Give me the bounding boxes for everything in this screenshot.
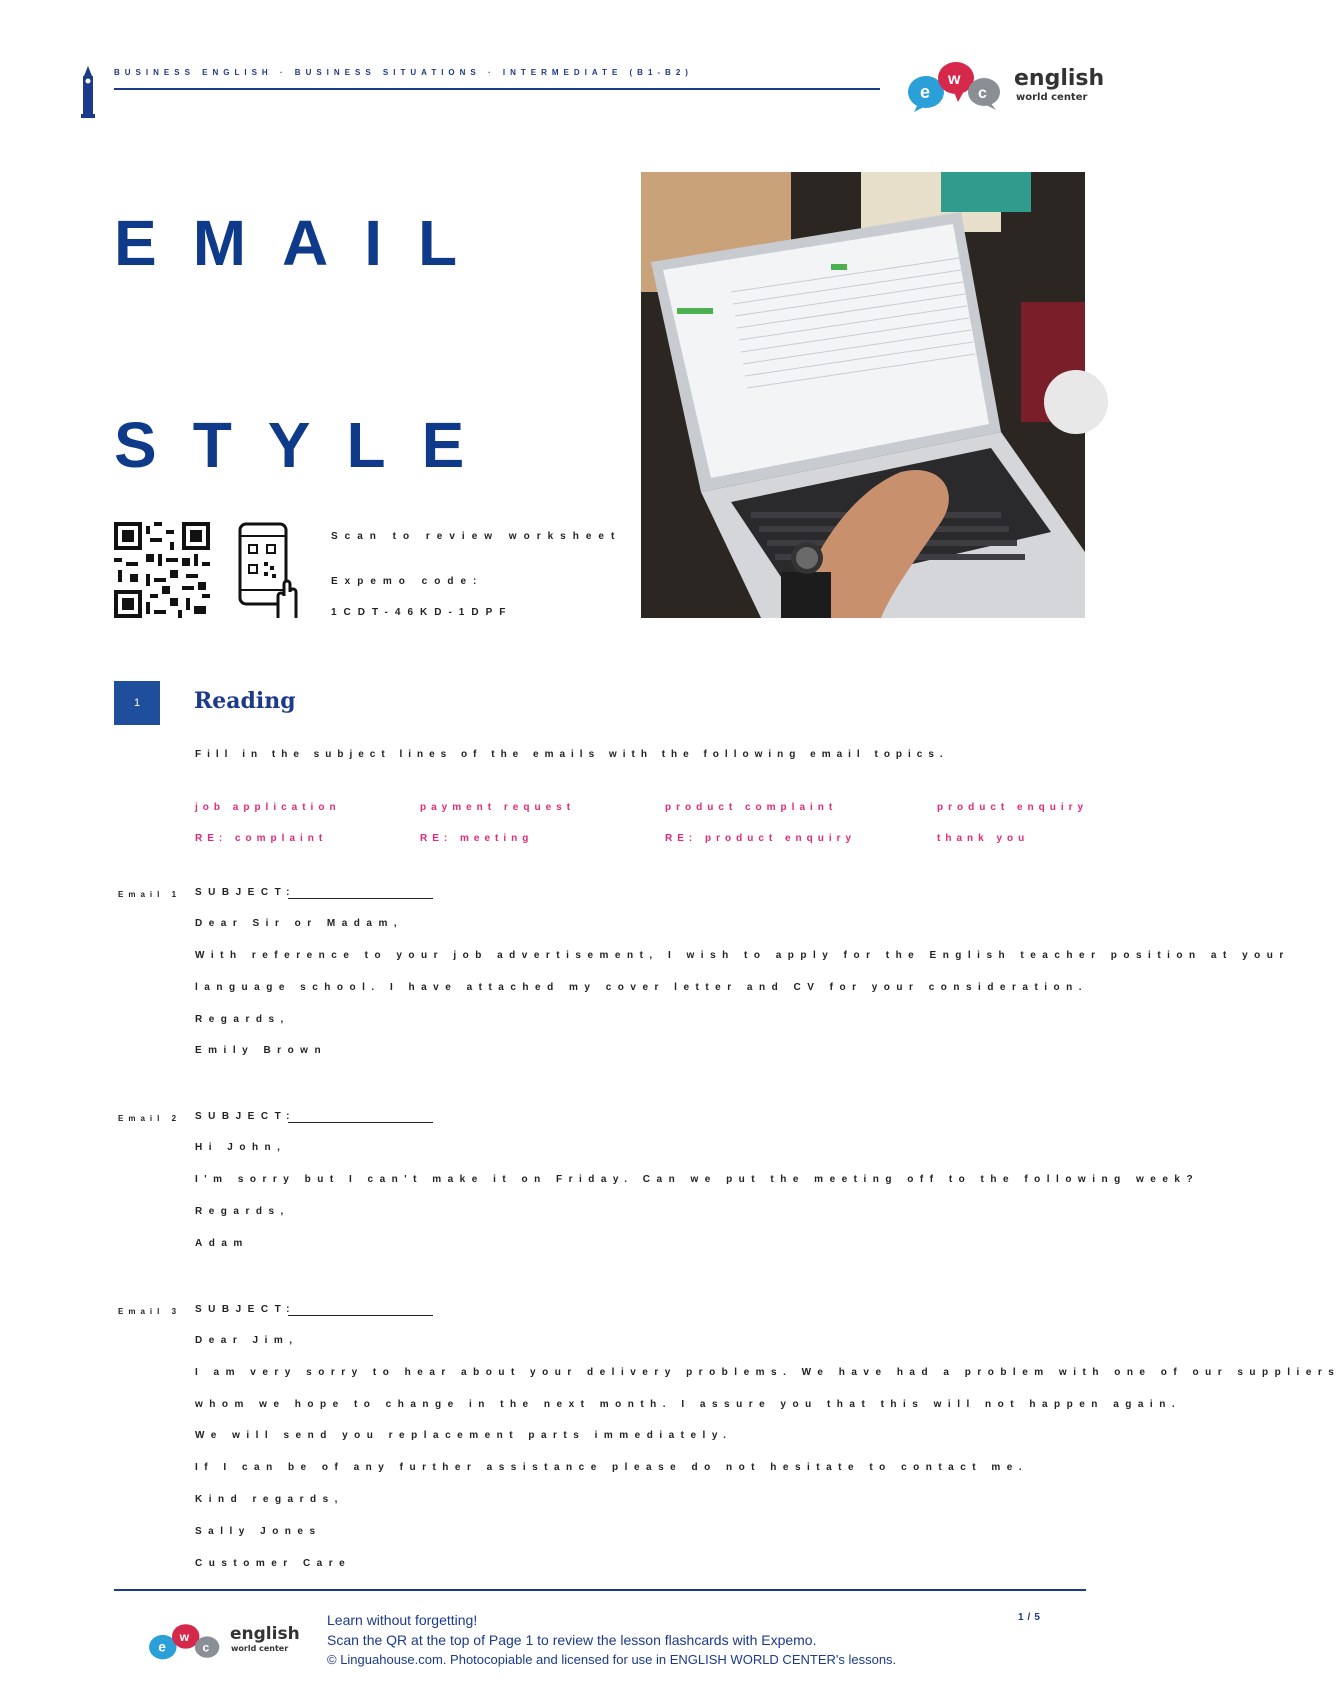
email-2-label: Email 2 (118, 1114, 182, 1123)
footer-logo-text: english (230, 1624, 300, 1644)
big-ben-icon (80, 66, 96, 118)
email-2-line: Adam (195, 1238, 249, 1249)
svg-text:w: w (179, 1630, 190, 1644)
header-rule (114, 88, 880, 90)
email-1-line: Dear Sir or Madam, (195, 918, 404, 929)
email-3-line: Sally Jones (195, 1526, 322, 1537)
email-1-subject-blank[interactable] (288, 898, 433, 899)
expemo-code: 1CDT-46KD-1DPF (331, 607, 513, 618)
email-3-line: Customer Care (195, 1558, 352, 1569)
email-1-line: Emily Brown (195, 1045, 328, 1056)
footer-copyright: © Linguahouse.com. Photocopiable and licensed for use in ENGLISH WORLD CENTER's lessons. (327, 1652, 897, 1667)
ewc-logo-bubbles-icon (904, 56, 1014, 112)
svg-text:c: c (978, 85, 987, 102)
topic-item: product enquiry (937, 802, 1089, 813)
topic-item: job application (195, 802, 341, 813)
email-2-line: I'm sorry but I can't make it on Friday. Can we put the meeting off to the following week? (195, 1174, 1200, 1185)
email-3-label: Email 3 (118, 1307, 182, 1316)
email-1-line: language school. I have attached my cover letter and CV for your consideration. (195, 982, 1089, 993)
title-line-1: EMAIL (114, 207, 494, 279)
svg-text:w: w (948, 71, 961, 88)
email-1-line: Regards, (195, 1014, 290, 1025)
qr-code[interactable] (114, 522, 210, 618)
email-3-subject-blank[interactable] (288, 1315, 433, 1316)
phone-scan-icon (236, 522, 302, 618)
hero-photo (641, 172, 1085, 618)
email-3-subject-label: SUBJECT: (195, 1304, 296, 1315)
ewc-logo (904, 56, 1105, 112)
expemo-code-label: Expemo code: (331, 576, 484, 587)
topic-item: product complaint (665, 802, 838, 813)
logo-subtext: world center (1016, 92, 1088, 103)
email-1-line: With reference to your job advertisement, I wish to apply for the English teacher position at your (195, 950, 1290, 961)
footer-tagline: Learn without forgetting! (327, 1612, 478, 1628)
footer-logo-subtext: world center (231, 1644, 289, 1653)
topic-item: payment request (420, 802, 576, 813)
section-number-badge: 1 (114, 681, 160, 725)
email-2-line: Hi John, (195, 1142, 287, 1153)
topic-item: RE: complaint (195, 833, 328, 844)
footer-logo-bubbles-icon (146, 1616, 230, 1666)
email-1-label: Email 1 (118, 890, 182, 899)
footer-expemo-note: Scan the QR at the top of Page 1 to review the lesson flashcards with Expemo. (327, 1632, 817, 1648)
email-3-line: We will send you replacement parts immediately. (195, 1430, 733, 1441)
svg-text:e: e (158, 1639, 166, 1655)
breadcrumb: BUSINESS ENGLISH · BUSINESS SITUATIONS · INTERMEDIATE (B1-B2) (114, 68, 693, 77)
footer-rule (114, 1589, 1086, 1591)
email-3-line: I am very sorry to hear about your delivery problems. We have had a problem with one of our suppliers (195, 1367, 1340, 1378)
email-2-subject-blank[interactable] (288, 1122, 433, 1123)
laptop-photo-illustration (641, 172, 1085, 618)
email-3-line: If I can be of any further assistance please do not hesitate to contact me. (195, 1462, 1029, 1473)
topic-item: RE: product enquiry (665, 833, 857, 844)
section-instruction: Fill in the subject lines of the emails with the following email topics. (195, 749, 949, 760)
email-3-line: Kind regards, (195, 1494, 344, 1505)
svg-text:e: e (920, 82, 931, 102)
svg-text:c: c (202, 1640, 210, 1655)
topic-item: thank you (937, 833, 1030, 844)
footer-ewc-logo (146, 1616, 300, 1666)
email-3-line: whom we hope to change in the next month. I assure you that this will not happen again. (195, 1399, 1182, 1410)
email-3-line: Dear Jim, (195, 1335, 299, 1346)
topic-item: RE: meeting (420, 833, 534, 844)
email-2-subject-label: SUBJECT: (195, 1111, 296, 1122)
email-2-line: Regards, (195, 1206, 290, 1217)
scan-label: Scan to review worksheet (331, 531, 622, 542)
qr-code-icon (114, 522, 210, 618)
logo-text: english (1014, 66, 1105, 91)
section-title: Reading (194, 688, 296, 714)
page-number: 1/5 (1018, 1612, 1044, 1623)
title-line-2: STYLE (114, 409, 501, 481)
email-1-subject-label: SUBJECT: (195, 887, 296, 898)
